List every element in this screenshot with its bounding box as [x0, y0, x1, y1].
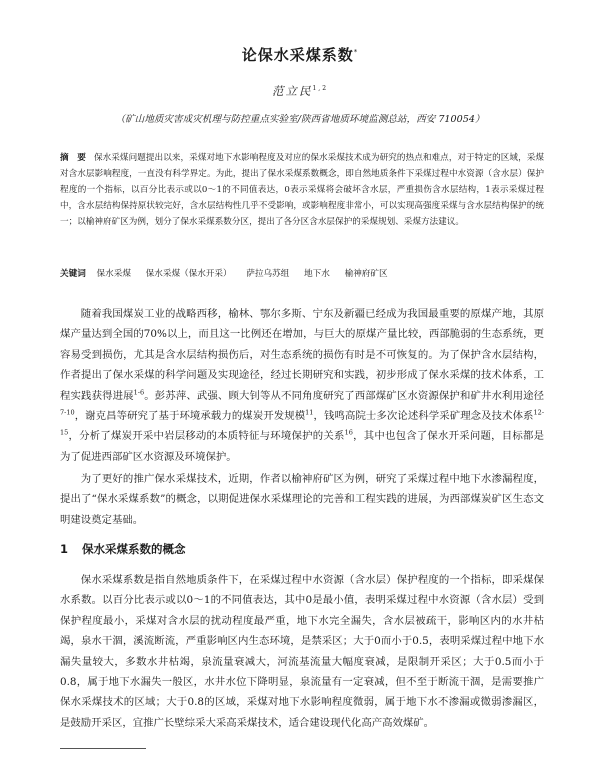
paper-title: 论保水采煤系数* — [241, 46, 359, 65]
keyword: 萨拉乌苏组 — [246, 269, 290, 279]
citation-ref[interactable]: 12-15 — [60, 408, 545, 437]
keyword: 保水采煤 — [96, 269, 131, 279]
keyword: 榆神府矿区 — [344, 269, 388, 279]
author-affiliation-mark: 1,2 — [312, 85, 329, 93]
section-heading — [60, 541, 186, 557]
citation-ref[interactable]: 16 — [344, 428, 353, 437]
citation-ref[interactable]: 11 — [305, 408, 314, 417]
footnote-divider — [60, 748, 146, 749]
title-footnote-mark: * — [353, 48, 359, 57]
abstract-text: 保水采煤问题提出以来，采煤对地下水影响程度及对应的保水采煤技术成为研究的热点和难点，对于特定的区域，采煤对含水层影响程度，一直没有科学界定。为此，提出了保水采煤系数概念，即自然地质条件下采煤过程中水资源（含水层）保护程度的一个指标，以百分比表示或以0～1的不同值表达，0表示采煤将会破坏含水层，严重损伤含水层结构，1表示采煤过程中，含水层结构保持原状较完好，含水层结构性几乎不受影响，或影响程度非常小，可以实现高强度采煤与含水层结构保护的统一；以榆神府矿区为例，划分了保水采煤系数分区，提出了各分区含水层保护的采煤规划、采煤方法建议。 — [60, 153, 544, 228]
keywords — [60, 266, 544, 282]
keyword: 地下水 — [304, 269, 330, 279]
keyword: 保水采煤（保水开采） — [145, 269, 232, 279]
affiliation: （矿山地质灾害成灾机理与防控重点实验室/陕西省地质环境监测总站，西安 710054） — [115, 114, 485, 125]
section-title: 保水采煤系数的概念 — [82, 542, 186, 556]
section-number: 1 — [60, 542, 69, 556]
keywords-label: 关键词 — [60, 269, 86, 279]
section1-paragraph-1: 保水采煤系数是指自然地质条件下，在采煤过程中水资源（含水层）保护程度的一个指标，即采煤保水系数。以百分比表示或以0～1的不同值表达，其中0是最小值，表明采煤过程中水资源（含水层）受到保护程度最小，采煤对含水层的扰动程度最严重，地下水完全漏失，含水层被疏干，影响区内的水井枯竭，泉水干涸，溪流断流，严重影响区内生态环境，是禁采区；大于0而小于0.5，表明采煤过程中地下水漏失量较大，多数水井枯竭，泉流量衰减大，河流基流量大幅度衰减，是限制开采区；大于0.5而小于0.8，属于地下水漏失一般区，水井水位下降明显，泉流量有一定衰减，但不至于断流干涸，是需要推广保水采煤技术的区域；大于0.8的区域，采煤对地下水影响程度微弱，属于地下水不渗漏或微弱渗漏区，是鼓励开采区，宜推广长壁综采大采高采煤技术，适合建设现代化高产高效煤矿。 — [60, 574, 544, 729]
abstract-label: 摘 要 — [60, 153, 86, 163]
citation-ref[interactable]: 7-10 — [60, 408, 75, 417]
intro-paragraph-1: 随着我国煤炭工业的战略西移，榆林、鄂尔多斯、宁东及新疆已经成为我国最重要的原煤产地，其原煤产量达到全国的70%以上，而且这一比例还在增加，与巨大的原煤产量比较，西部脆弱的生态系统，更容易受到损伤，尤其是含水层结构损伤后，对生态系统的损伤有时是不可恢复的。为了保护含水层结构，作者提出了保水采煤的科学问题及实现途径，经过长期研究和实践，初步形成了保水采煤的技术体系，工程实践获得进展$^{1-6}$。彭苏萍、武强、顾大钊等从不同角度研究了西部煤矿区水资源保护和矿井水利用途径$^{7-10}$，谢克昌等研究了基于环境承载力的煤炭开发规模$^{11}$，钱鸣高院士多次论述科学采矿理念及技术体系$^{12-15}$，分析了煤炭开采中岩层移动的本质特征与环境保护的关系$^{16}$，其中也包含了保水开采问题，目标都是为了促进西部矿区水资源及环境保护。 — [60, 308, 545, 463]
intro-paragraph-2: 为了更好的推广保水采煤技术，近期，作者以榆神府矿区为例，研究了采煤过程中地下水渗漏程度，提出了“保水采煤系数”的概念，以期促进保水采煤理论的完善和工程实践的进展，为西部煤炭矿区生态文明建设奠定基础。 — [60, 473, 544, 526]
author — [0, 83, 600, 99]
abstract — [60, 150, 544, 230]
author-name: 范立民 — [271, 84, 313, 98]
citation-ref[interactable]: 1-6 — [133, 388, 145, 397]
